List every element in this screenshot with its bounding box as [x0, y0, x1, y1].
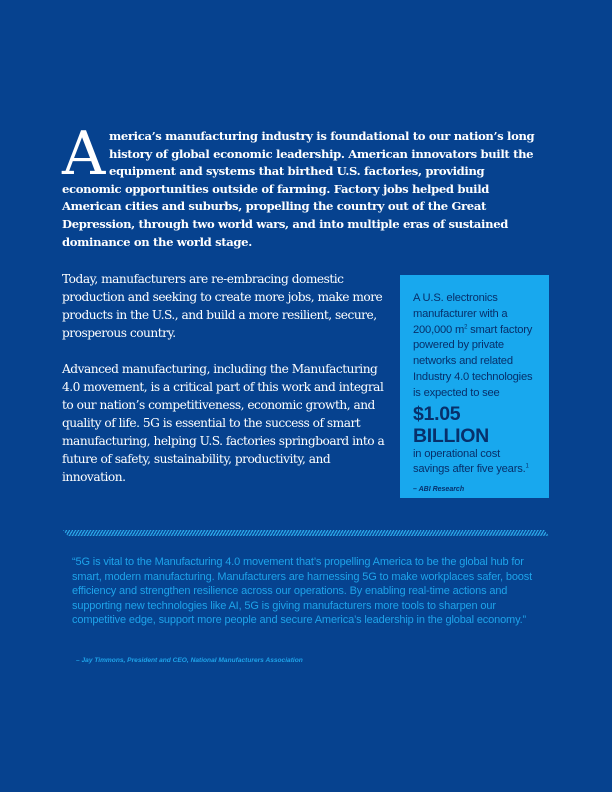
callout-text-part: smart factory powered by private networks and related Industry 4.0 technologies is expected to see: [413, 323, 533, 399]
body-paragraph: Today, manufacturers are re-embracing domestic production and seeking to create more jobs, make more products in the U.S., and build a more resilient, secure, prosperous country.: [62, 272, 383, 340]
body-column: [62, 270, 392, 504]
callout-text-part: in operational cost savings after five years.: [413, 447, 526, 476]
pull-quote: “5G is vital to the Manufacturing 4.0 movement that’s propelling America to be the global hub for smart, modern manufacturing. Manufacturers are harnessing 5G to make workplaces safer, boost efficiency and strengthen resilience across our operations. By enabling real-time actions and supporting new technologies like AI, 5G is giving manufacturers more tools to sharpen our competitive edge, support more people and secure America’s leadership in the global economy.”: [72, 556, 533, 627]
body-paragraph: Advanced manufacturing, including the Manufacturing 4.0 movement, is a critical part of this work and integral to our nation’s competitiveness, economic growth, and quality of life. 5G is essential to the success of smart manufacturing, helping U.S. factories springboard into a future of safety, sustainability, productivity, and innovation.: [62, 362, 385, 484]
footnote-ref: 1: [525, 463, 529, 470]
stat-callout-box: [400, 275, 549, 498]
callout-text-part: A U.S. electronics manufacturer with a 200,000 m: [413, 292, 508, 336]
quote-attribution: – Jay Timmons, President and CEO, National Manufacturers Association: [76, 657, 303, 664]
callout-text: [413, 291, 539, 402]
intro-text: merica’s manufacturing industry is foundational to our nation’s long history of global economic leadership. American innovators built the equipment and systems that birthed U.S. factories, providing economic opportunities outside of farming. Factory jobs helped build American cities and suburbs, propelling the country out of the Great Depression, through two world wars, and into multiple eras of sustained dominance on the world stage.: [62, 129, 535, 249]
callout-text-end: [413, 447, 539, 479]
callout-highlight-figure: $1.05 BILLION: [413, 402, 489, 447]
superscript-unit: 2: [464, 323, 468, 330]
callout-source: – ABI Research: [413, 486, 465, 494]
hatched-divider: [63, 530, 549, 536]
intro-paragraph: [62, 119, 546, 251]
drop-cap: A: [62, 119, 105, 189]
